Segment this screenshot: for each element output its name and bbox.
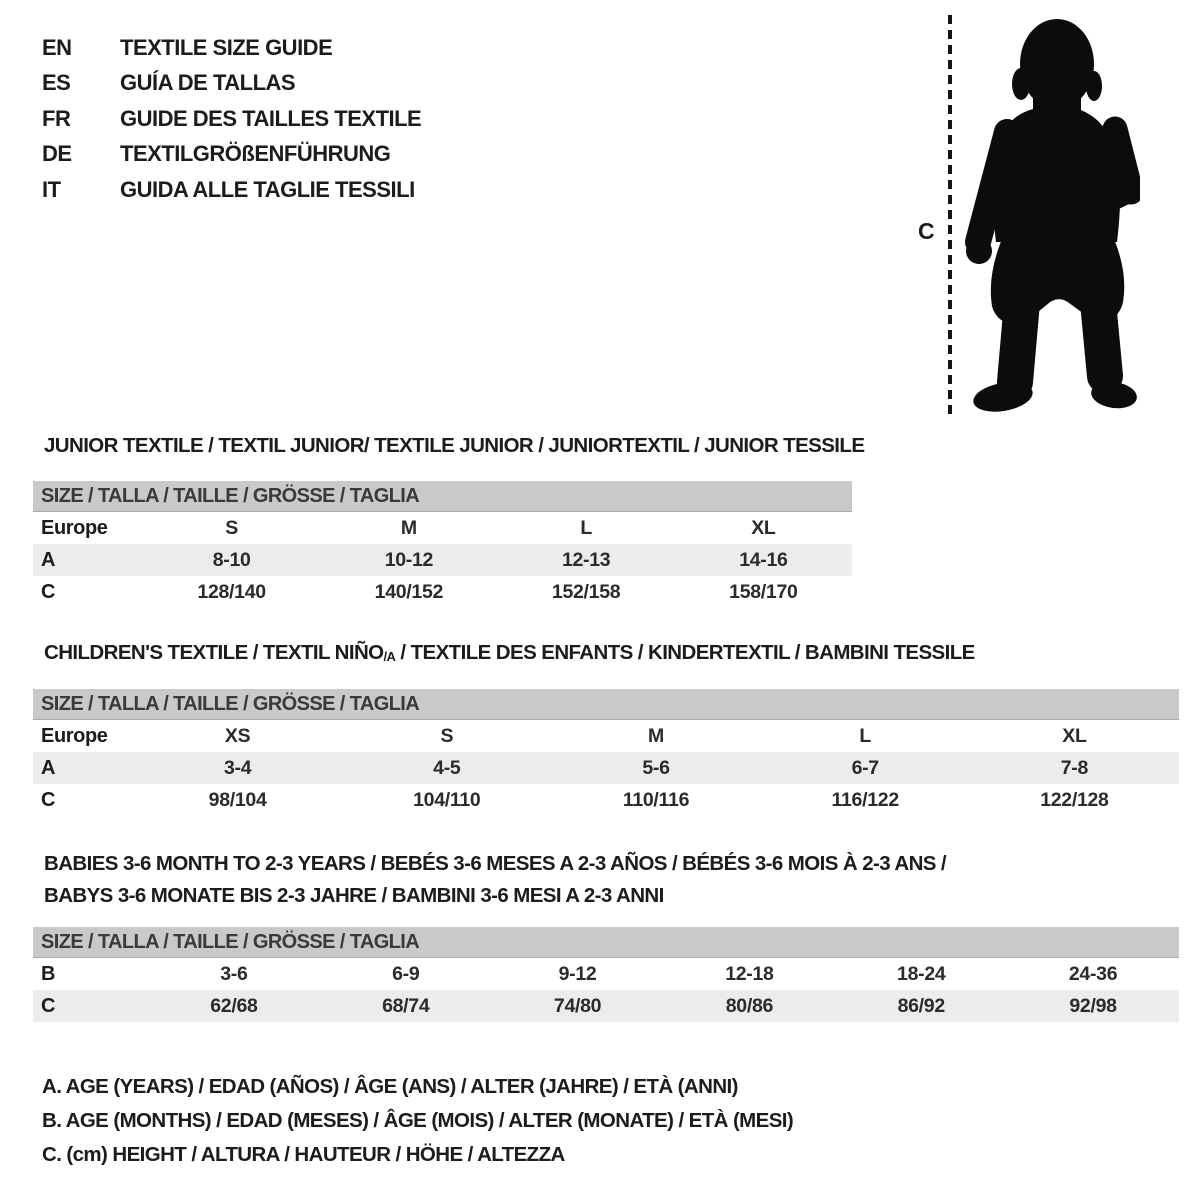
title-part: / TEXTILE DES ENFANTS / KINDERTEXTIL / BAMBINI TESSILE: [395, 641, 975, 664]
dashed-measure-line: [948, 15, 952, 417]
row-label: A: [41, 548, 56, 571]
toddler-silhouette-icon: [965, 14, 1140, 414]
title-part: CHILDREN'S TEXTILE / TEXTIL NIÑO: [44, 641, 384, 664]
table-cell: 18-24: [897, 962, 946, 985]
table-cell: 104/110: [413, 788, 481, 811]
table-cell: 68/74: [382, 994, 430, 1017]
lang-row-en: [42, 30, 421, 66]
table-cell: XL: [751, 516, 776, 539]
table-cell: 110/116: [622, 788, 690, 811]
lang-row-it: [42, 172, 421, 208]
lang-title: TEXTILGRÖßENFÜHRUNG: [120, 141, 391, 167]
table-cell: 4-5: [433, 756, 461, 779]
table-cell: 3-4: [223, 756, 252, 779]
babies-size-table: [33, 927, 1179, 1022]
table-cell: M: [648, 724, 664, 747]
table-cell: 12-13: [561, 548, 611, 571]
table-cell: 9-12: [558, 962, 597, 985]
junior-size-table: [33, 481, 852, 608]
table-row-age-months: [33, 958, 1179, 990]
table-cell: S: [225, 516, 238, 539]
table-cell: 6-9: [392, 962, 420, 985]
row-label: B: [41, 962, 56, 985]
table-cell: 12-18: [725, 962, 774, 985]
table-cell: 86/92: [897, 994, 945, 1017]
footnote-height: C. (cm) HEIGHT / ALTURA / HAUTEUR / HÖHE / ALTEZZA: [42, 1143, 565, 1166]
table-cell: 24-36: [1068, 962, 1118, 985]
table-cell: 7-8: [1060, 756, 1089, 779]
table-cell: 92/98: [1069, 994, 1117, 1017]
lang-code: EN: [42, 34, 72, 60]
table-row-height: [33, 576, 852, 608]
lang-title: GUÍA DE TALLAS: [120, 70, 296, 96]
table-cell: XS: [224, 724, 251, 747]
table-cell: 6-7: [851, 756, 879, 779]
table-cell: 8-10: [212, 548, 251, 571]
section-title-babies: [44, 848, 946, 911]
table-cell: 158/170: [729, 580, 798, 603]
row-label: A: [41, 756, 56, 779]
lang-code: IT: [42, 176, 61, 202]
table-cell: 152/158: [551, 580, 621, 603]
table-cell: 122/128: [1040, 788, 1109, 811]
table-cell: 140/152: [374, 580, 444, 603]
section-title-children: [44, 641, 975, 665]
lang-title: GUIDE DES TAILLES TEXTILE: [120, 105, 422, 131]
table-cell: 98/104: [208, 788, 267, 811]
babies-title-line2: BABYS 3-6 MONATE BIS 2-3 JAHRE / BAMBINI 3-6 MESI A 2-3 ANNI: [44, 883, 664, 907]
table-cell: XL: [1062, 724, 1087, 747]
lang-code: FR: [42, 105, 71, 131]
table-cell: L: [580, 516, 592, 539]
table-cell: 128/140: [197, 580, 266, 603]
table-cell: 116/122: [831, 788, 899, 811]
row-label: Europe: [41, 516, 108, 539]
lang-title: TEXTILE SIZE GUIDE: [120, 34, 333, 60]
babies-title-line1: BABIES 3-6 MONTH TO 2-3 YEARS / BEBÉS 3-6 MESES A 2-3 AÑOS / BÉBÉS 3-6 MOIS À 2-3 ANS /: [44, 852, 947, 875]
table-cell: 74/80: [553, 994, 602, 1017]
table-cell: 14-16: [739, 548, 788, 571]
row-label: C: [41, 788, 56, 811]
lang-row-de: [42, 137, 421, 173]
children-size-table: [33, 689, 1179, 816]
table-row-europe: [33, 720, 1179, 752]
table-cell: 3-6: [220, 962, 248, 985]
footnote-age-years: A. AGE (YEARS) / EDAD (AÑOS) / ÂGE (ANS) / ALTER (JAHRE) / ETÀ (ANNI): [42, 1075, 738, 1098]
table-row-height: [33, 990, 1179, 1022]
table-cell: 5-6: [642, 756, 670, 779]
row-label: C: [41, 580, 56, 603]
row-label: Europe: [41, 724, 108, 747]
size-header-bar: SIZE / TALLA / TAILLE / GRÖSSE / TAGLIA: [33, 481, 852, 512]
language-title-list: [42, 30, 421, 208]
row-label: C: [41, 994, 56, 1017]
height-label: C: [918, 218, 935, 244]
size-header-bar: SIZE / TALLA / TAILLE / GRÖSSE / TAGLIA: [33, 689, 1179, 720]
lang-row-fr: [42, 101, 421, 137]
title-subscript: /A: [383, 649, 396, 664]
lang-code: ES: [42, 70, 71, 96]
table-cell: L: [859, 724, 872, 747]
footnote-age-months: B. AGE (MONTHS) / EDAD (MESES) / ÂGE (MOIS) / ALTER (MONATE) / ETÀ (MESI): [42, 1109, 794, 1132]
table-cell: 10-12: [384, 548, 434, 571]
table-row-age: [33, 752, 1179, 784]
table-cell: S: [440, 724, 454, 747]
table-cell: M: [400, 516, 417, 539]
table-row-age: [33, 544, 852, 576]
size-header-bar: SIZE / TALLA / TAILLE / GRÖSSE / TAGLIA: [33, 927, 1179, 958]
section-title-junior: JUNIOR TEXTILE / TEXTIL JUNIOR/ TEXTILE JUNIOR / JUNIORTEXTIL / JUNIOR TESSILE: [44, 434, 865, 457]
height-figure: [910, 12, 1170, 424]
lang-code: DE: [42, 141, 72, 167]
lang-title: GUIDA ALLE TAGLIE TESSILI: [120, 176, 415, 202]
table-row-europe: [33, 512, 852, 544]
lang-row-es: [42, 66, 421, 102]
table-cell: 80/86: [725, 994, 774, 1017]
footnote-list: [42, 1070, 793, 1172]
table-cell: 62/68: [210, 994, 258, 1017]
table-row-height: [33, 784, 1179, 816]
